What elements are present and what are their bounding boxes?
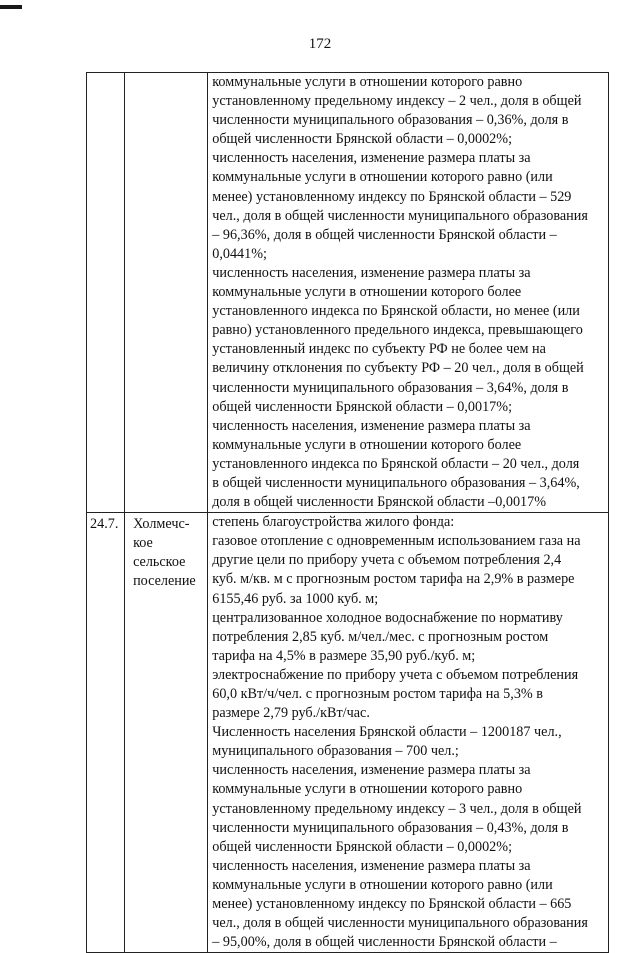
description-line: размере 2,79 руб./кВт/час. [212, 705, 370, 722]
settlement-name-line: Холмечс- [133, 516, 190, 533]
settlement-name-line: поселение [133, 573, 196, 590]
description-line: общей численности Брянской области – 0,0017%; [212, 398, 513, 415]
description-line: коммунальные услуги в отношении которого равно (или [212, 169, 553, 186]
row-number-cell [87, 73, 125, 513]
description-line: численность населения, изменение размера платы за [212, 150, 531, 167]
settlement-name-cell [125, 73, 208, 513]
description-line: 0,0441%; [212, 245, 267, 262]
description-line: 60,0 кВт/ч/чел. с прогнозным ростом тарифа на 5,3% в [212, 686, 543, 702]
row-number: 24.7. [90, 516, 119, 533]
description-line: установленному предельному индексу – 2 чел., доля в общей [212, 93, 582, 110]
document-table [86, 72, 609, 953]
description-line: численность населения, изменение размера платы за [212, 417, 531, 434]
description-line: Численность населения Брянской области – 1200187 чел., [212, 724, 562, 741]
description-line: коммунальные услуги в отношении которого равно (или [212, 876, 553, 893]
description-line: тарифа на 4,5% в размере 35,90 руб./куб. м; [212, 647, 476, 664]
description-line: численности муниципального образования – 3,64%, доля в [212, 379, 569, 396]
description-line: газовое отопление с одновременным использованием газа на [212, 533, 581, 550]
scan-edge-mark [0, 5, 22, 9]
description-line: установленному предельному индексу – 3 чел., доля в общей [212, 800, 582, 817]
description-line: чел., доля в общей численности муниципального образования [212, 915, 588, 932]
description-cell [208, 73, 609, 513]
settlement-name-cell [125, 513, 208, 953]
description-line: потребления 2,85 куб. м/чел./мес. с прогнозным ростом [212, 628, 549, 645]
description-line: 6155,46 руб. за 1000 куб. м; [212, 590, 379, 607]
description-line: в общей численности муниципального образования – 3,64%, [212, 474, 580, 491]
description-line: куб. м/кв. м с прогнозным ростом тарифа на 2,9% в размере [212, 571, 575, 588]
table-row [87, 513, 609, 953]
description-line: коммунальные услуги в отношении которого более [212, 436, 522, 453]
description-line: – 96,36%, доля в общей численности Брянской области – [212, 226, 557, 243]
description-line: общей численности Брянской области – 0,0002%; [212, 131, 513, 148]
table-row [87, 73, 609, 513]
description-line: численность населения, изменение размера платы за [212, 762, 531, 779]
description-line: численности муниципального образования – 0,43%, доля в [212, 819, 569, 836]
page-number: 172 [308, 36, 332, 52]
description-cell [208, 513, 609, 953]
description-line: менее) установленному индексу по Брянской области – 529 [212, 188, 572, 205]
description-line: электроснабжение по прибору учета с объемом потребления [212, 666, 579, 683]
description-line: коммунальные услуги в отношении которого более [212, 284, 522, 301]
description-line: коммунальные услуги в отношении которого равно [212, 74, 523, 90]
settlement-name-line: сельское [133, 554, 186, 571]
row-number-cell [87, 513, 125, 953]
description-line: численность населения, изменение размера платы за [212, 264, 531, 281]
description-line: установленного индекса по Брянской области – 20 чел., доля [212, 455, 580, 472]
description-line: величину отклонения по субъекту РФ – 20 чел., доля в общей [212, 360, 584, 377]
description-line: установленный индекс по субъекту РФ не более чем на [212, 341, 546, 358]
description-line: другие цели по прибору учета с объемом потребления 2,4 [212, 552, 562, 569]
description-line: – 95,00%, доля в общей численности Брянской области – [212, 934, 557, 951]
description-line: муниципального образования – 700 чел.; [212, 743, 459, 760]
description-line: коммунальные услуги в отношении которого равно [212, 781, 523, 798]
description-line: численность населения, изменение размера платы за [212, 857, 531, 874]
settlement-name-line: кое [133, 535, 153, 552]
description-line: установленного индекса по Брянской области, но менее (или [212, 303, 580, 320]
description-line: общей численности Брянской области – 0,0002%; [212, 838, 513, 855]
description-line: чел., доля в общей численности муниципального образования [212, 207, 588, 224]
description-line: доля в общей численности Брянской области –0,0017% [212, 494, 547, 511]
description-line: численности муниципального образования – 0,36%, доля в [212, 112, 569, 129]
description-line: степень благоустройства жилого фонда: [212, 514, 455, 531]
description-line: менее) установленному индексу по Брянской области – 665 [212, 896, 572, 913]
description-line: равно) установленного предельного индекса, превышающего [212, 322, 583, 339]
description-line: централизованное холодное водоснабжение по нормативу [212, 609, 563, 626]
